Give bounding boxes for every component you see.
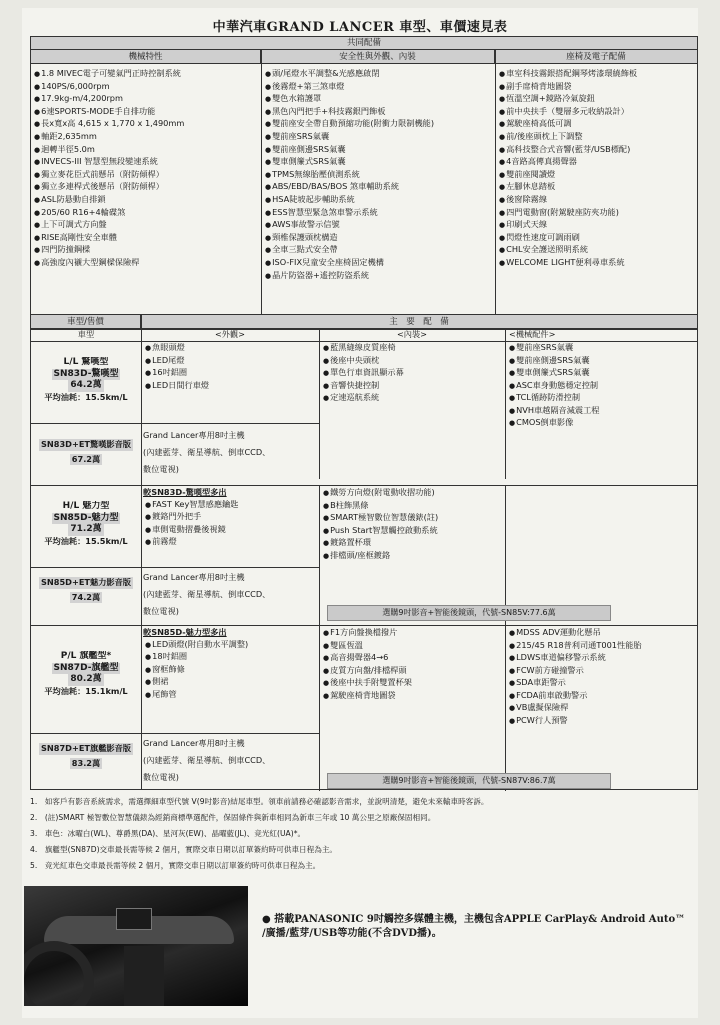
- mech-item: ● 1.8 MIVEC電子可變氣門正時控制系統: [34, 68, 261, 81]
- ll-int-item: ● 單色行車資訊顯示幕: [323, 367, 505, 380]
- mech-item: ● 獨立多連桿式後懸吊（附防傾桿）: [34, 181, 261, 194]
- models-table: [30, 314, 698, 790]
- divider: [31, 625, 697, 626]
- pl-ext-item: ● LED頭燈(附自動水平調整): [145, 639, 319, 652]
- mech-item: ● 17.9kg-m/4,200rpm: [34, 93, 261, 106]
- safety-item: ● ISO-FIX兒童安全座椅固定機構: [265, 257, 495, 270]
- divider: [505, 625, 506, 791]
- pl-et: [31, 743, 141, 783]
- pl-mech-item: ● MDSS ADV運動化懸吊: [509, 627, 697, 640]
- ll-et-code: SN83D+ET驚嘆影音版: [41, 439, 131, 449]
- mech-item: ● 軸距2,635mm: [34, 131, 261, 144]
- pl-mech-item: ● PCW行人預警: [509, 715, 697, 728]
- divider: [319, 625, 320, 791]
- ll-mech-item: ● 雙前座側邊SRS氣囊: [509, 355, 697, 368]
- pl-mech-item: ● LDWS車道偏移警示系統: [509, 652, 697, 665]
- safety-item: ● AWS事故警示信號: [265, 219, 495, 232]
- head-unit-caption: [262, 913, 692, 941]
- ll-int: [321, 342, 505, 422]
- pl-int-item: ● F1方向盤換檔撥片: [323, 627, 505, 640]
- safety-list: [262, 68, 495, 282]
- pl-fuel: 平均油耗：15.1km/L: [44, 685, 128, 696]
- hl-fuel: 平均油耗：15.5km/L: [44, 535, 128, 546]
- hl-ext-item: ● 鍍鉻門外把手: [145, 511, 319, 524]
- safety-item: ● 頭/尾燈水平調整&光感應啟閉: [265, 68, 495, 81]
- divider: [141, 315, 142, 789]
- pl-et-line3: 數位電視): [143, 772, 179, 782]
- divider: [31, 329, 697, 330]
- hl-et: [31, 577, 141, 617]
- divider: [505, 485, 506, 625]
- hl-int-item: ● 鐵勞方向燈(附電動收摺功能): [323, 487, 505, 500]
- hl-name: H/L 魅力型: [62, 501, 110, 511]
- mech-item: ● 高強度內襯大型鋼樑保險桿: [34, 257, 261, 270]
- ll-ext-item: ● LED日間行車燈: [145, 380, 319, 393]
- safety-item: ● ABS/EBD/BAS/BOS 煞車輔助系統: [265, 181, 495, 194]
- seat-item: ● 印刷式天線: [499, 219, 697, 232]
- divider: [505, 329, 506, 479]
- pl-et-code: SN87D+ET旗艦影音版: [41, 743, 131, 753]
- ll-ext: [143, 342, 319, 422]
- pl-int-item: ● 後座中扶手附雙置杯架: [323, 677, 505, 690]
- mech-item: ● 205/60 R16+4輪碟煞: [34, 207, 261, 220]
- ll-et-desc: [143, 427, 319, 483]
- type-header-text: 車型/售價: [67, 317, 104, 327]
- hl-price: [31, 524, 141, 536]
- int-header: <內裝>: [396, 329, 428, 339]
- safety-item: ● 雙車側簾式SRS氣囊: [265, 156, 495, 169]
- pl-ext-item: ● 18吋鋁圈: [145, 651, 319, 664]
- pl-ext: [143, 627, 319, 733]
- ll-name: L/L 驚嘆型: [63, 357, 109, 367]
- equip-header: [141, 315, 697, 329]
- mech-header-2: <機械配件>: [509, 329, 556, 339]
- ll-price: [31, 380, 141, 392]
- safety-header: 安全性與外觀、內裝: [261, 50, 495, 64]
- hl-option-bar: 選購9吋影音+智能後鏡頭，代號-SN85V:77.6萬: [327, 605, 611, 621]
- divider: [31, 423, 319, 424]
- mech-item: ● 迴轉半徑5.0m: [34, 144, 261, 157]
- ext-header: <外觀>: [214, 329, 246, 339]
- ll-et-line3: 數位電視): [143, 464, 179, 474]
- equip-header-text: 主 要 配 備: [389, 317, 449, 327]
- mech-item: ● RISE高剛性安全車體: [34, 232, 261, 245]
- pl-price: [31, 674, 141, 686]
- safety-item: ● 雙色水箱護罩: [265, 93, 495, 106]
- pl-int: [321, 627, 505, 727]
- pl-mech-item: ● 215/45 R18普利司通T001性能胎: [509, 640, 697, 653]
- pl-name: P/L 旗艦型*: [60, 651, 112, 661]
- common-equipment-table: [30, 36, 698, 316]
- safety-item: ● 頸椎保護頭枕構造: [265, 232, 495, 245]
- ll-ext-item: ● 16吋鋁圈: [145, 367, 319, 380]
- mech-item: ● INVECS-III 智慧型無段變速系統: [34, 156, 261, 169]
- safety-item: ● 雙前座側邊SRS氣囊: [265, 144, 495, 157]
- ll-code: [31, 369, 141, 381]
- hl-int-item: ● 排檔頭/座框鍍鉻: [323, 550, 505, 563]
- center-console-shape: [124, 946, 164, 1006]
- hl-int: [321, 487, 505, 571]
- mech-item: ● 獨立麥花臣式前懸吊（附防傾桿）: [34, 169, 261, 182]
- ll-mech-item: ● 雙前座SRS氣囊: [509, 342, 697, 355]
- hl-int-item: ● Push Start智慧觸控啟動系統: [323, 525, 505, 538]
- mech-item: ● 四門防撞鋼樑: [34, 244, 261, 257]
- divider: [31, 567, 319, 568]
- seat-item: ● WELCOME LIGHT便利尋車系統: [499, 257, 697, 270]
- mech-header: 機械特性: [31, 50, 261, 64]
- hl-int-item: ● B柱飾黑條: [323, 500, 505, 513]
- price-sheet: [22, 8, 698, 1018]
- pl-mech-item: ● VB盧擬保險桿: [509, 702, 697, 715]
- safety-item: ● ESS智慧型緊急煞車警示系統: [265, 207, 495, 220]
- pl-int-item: ● 駕駛座椅背地圖袋: [323, 690, 505, 703]
- divider: [31, 485, 697, 486]
- note-line: 3. 車色：冰曜白(WL)、尊爵黑(DA)、星河灰(EW)、晶曜藍(JL)、竞光紅(UA)*。: [30, 829, 306, 838]
- seat-item: ● CHL安全護送照明系統: [499, 244, 697, 257]
- pl-ext-title: 較SN85D-魅力型多出: [143, 627, 227, 637]
- seat-item: ● 恆溫空調+鏡路冷氣旋鈕: [499, 93, 697, 106]
- ll-mech-item: ● TCL循跡防滑控制: [509, 392, 697, 405]
- mech-item: ● 6速SPORTS-MODE手自排功能: [34, 106, 261, 119]
- seat-item: ● 左腳休息踏板: [499, 181, 697, 194]
- ll-et-line2: (內建藍芽、衛星導航、倒車CCD、: [143, 447, 271, 457]
- seat-item: ● 駕駛座椅高低可調: [499, 118, 697, 131]
- safety-item: ● 晶片防盜器+遙控防盜系統: [265, 270, 495, 283]
- pl-mech-item: ● SDA車距警示: [509, 677, 697, 690]
- ll-fuel: 平均油耗：15.5km/L: [44, 391, 128, 402]
- ll-ext-item: ● LED尾燈: [145, 355, 319, 368]
- safety-item: ● 黑色內門把手+科技霧銀門飾板: [265, 106, 495, 119]
- hl-model: [31, 501, 141, 567]
- pl-mech-item: ● FCDA前車啟動警示: [509, 690, 697, 703]
- mech-item: ● ASL防悬動自排鎖: [34, 194, 261, 207]
- pl-int-item: ● 雙區恆溫: [323, 640, 505, 653]
- pl-code-text: SN87D-旗艦型: [53, 662, 119, 673]
- safety-item: ● 雙前座SRS氣囊: [265, 131, 495, 144]
- ll-mech-item: ● CMOS倒車影像: [509, 417, 697, 430]
- hl-code-text: SN85D-魅力型: [53, 512, 119, 523]
- hl-ext-item: ● 前霧燈: [145, 536, 319, 549]
- seat-item: ● 後窗除霧線: [499, 194, 697, 207]
- divider: [319, 329, 320, 479]
- pl-code: [31, 663, 141, 675]
- pl-int-item: ● 皮質方向盤/排檔桿頭: [323, 665, 505, 678]
- hl-et-line2: (內建藍芽、衛星導航、倒車CCD、: [143, 589, 271, 599]
- mech-list: [31, 68, 261, 270]
- ll-price-text: 64.2萬: [70, 380, 102, 390]
- interior-photo: [24, 886, 248, 1006]
- pl-ext-item: ● 窗框飾條: [145, 664, 319, 677]
- note-line: 2. (註)SMART 極智數位智慧儀錶為經銷商標準選配件，保固條件與新車相同為新車三年或 10 萬公里之原廠保固相同。: [30, 813, 436, 822]
- seat-item: ● 四門電動窗(附駕駛座防夾功能): [499, 207, 697, 220]
- hl-et-desc: [143, 569, 319, 625]
- ll-mech-item: ● 雙車側簾式SRS氣囊: [509, 367, 697, 380]
- pl-ext-item: ● 側裙: [145, 676, 319, 689]
- seat-item: ● 4音路高傳真揚聲器: [499, 156, 697, 169]
- type-sub: 車型: [77, 329, 95, 339]
- pl-mechp: [507, 627, 697, 747]
- seat-item: ● 前中央扶手（雙層多元收納設計）: [499, 106, 697, 119]
- seat-item: ● 高科技整合式音響(藍芽/USB標配): [499, 144, 697, 157]
- safety-item: ● TPMS無線胎壓偵測系統: [265, 169, 495, 182]
- common-header: 共同配備: [31, 37, 697, 50]
- pl-price-text: 80.2萬: [70, 674, 102, 684]
- note-line: 4. 旗艦型(SN87D)交車最長需等候 2 個月，實際交車日期以訂單簽約時可供車日程為主。: [30, 845, 338, 854]
- hl-ext-item: ● 車側電動摺疊後視鏡: [145, 524, 319, 537]
- hl-int-item: ● SMART極智數位智慧儀錶(註): [323, 512, 505, 525]
- caption-text: 搭載PANASONIC 9吋觸控多媒體主機，主機包含APPLE CarPlay& Android Auto™ /廣播/藍芽/USB等功能(不含DVD播)。: [262, 914, 686, 939]
- head-unit-screen: [116, 908, 152, 930]
- pl-ext-item: ● 尾飾管: [145, 689, 319, 702]
- hl-et-code: SN85D+ET魅力影音版: [41, 577, 131, 587]
- hl-code: [31, 513, 141, 525]
- safety-item: ● 全車三點式安全帶: [265, 244, 495, 257]
- hl-ext-title: 較SN83D-驚嘆型多出: [143, 487, 227, 497]
- caption-bullet: ●: [262, 914, 271, 925]
- hl-int-item: ● 鍍鉻置杯環: [323, 537, 505, 550]
- pl-int-item: ● 高音揚聲器4→6: [323, 652, 505, 665]
- hl-price-text: 71.2萬: [70, 524, 102, 534]
- pl-option-bar: 選購9吋影音+智能後鏡頭，代號-SN87V:86.7萬: [327, 773, 611, 789]
- hl-et-line3: 數位電視): [143, 606, 179, 616]
- note-line: 5. 竞光紅車色交車最長需等候 2 個月，實際交車日期以訂單簽約時可供車日程為主。: [30, 861, 321, 870]
- mech-item: ● 長x寬x高 4,615 x 1,770 x 1,490mm: [34, 118, 261, 131]
- seat-list: [496, 68, 697, 270]
- note-line: 1. 如客戶有影音系統需求，需選擇細車型代號 V(9吋影音)結尾車型。領車前請務必確認影音需求，並說明清楚，避免未來輸車時客訴。: [30, 797, 489, 806]
- hl-ext-item: ● FAST Key智慧感應鑰匙: [145, 499, 319, 512]
- divider: [319, 485, 320, 625]
- pl-mech-item: ● FCW前方碰撞警示: [509, 665, 697, 678]
- ll-mech-item: ● ASC車身動態穩定控制: [509, 380, 697, 393]
- ll-code-text: SN83D-驚嘆型: [53, 368, 119, 379]
- divider: [31, 733, 319, 734]
- ll-mech-item: ● NVH車越隔音減震工程: [509, 405, 697, 418]
- ll-model: [31, 357, 141, 423]
- ll-ext-item: ● 魚眼頭燈: [145, 342, 319, 355]
- ll-int-item: ● 音響快捷控制: [323, 380, 505, 393]
- seat-header: 座椅及電子配備: [495, 50, 697, 64]
- mech-item: ● 140PS/6,000rpm: [34, 81, 261, 94]
- ll-int-item: ● 藍黑縫線皮質座椅: [323, 342, 505, 355]
- pl-model: [31, 651, 141, 717]
- pl-et-desc: [143, 735, 319, 791]
- ll-mechp: [507, 342, 697, 442]
- ll-et-line1: Grand Lancer專用8吋主機: [143, 430, 245, 440]
- seat-item: ● 雙前座閱讀燈: [499, 169, 697, 182]
- ll-et: [31, 439, 141, 479]
- notes: [30, 794, 690, 874]
- seat-item: ● 閃燈性速度可調雨刷: [499, 232, 697, 245]
- pl-et-line1: Grand Lancer專用8吋主機: [143, 738, 245, 748]
- steering-wheel-shape: [24, 941, 94, 1006]
- safety-item: ● 雙前座安全帶自動預縮功能(附衝力限制機能): [265, 118, 495, 131]
- pl-et-line2: (內建藍芽、衛星導航、倒車CCD、: [143, 755, 271, 765]
- hl-ext: [143, 487, 319, 567]
- ll-int-item: ● 後座中央頭枕: [323, 355, 505, 368]
- seat-item: ● 車室科技霧銀搭配鋼琴烤漆環繞飾板: [499, 68, 697, 81]
- hl-et-line1: Grand Lancer專用8吋主機: [143, 572, 245, 582]
- safety-item: ● HSA陡坡起步輔助系統: [265, 194, 495, 207]
- ll-int-item: ● 定速巡航系統: [323, 392, 505, 405]
- ll-et-price: 67.2萬: [71, 453, 101, 464]
- mech-item: ● 上下可調式方向盤: [34, 219, 261, 232]
- hl-et-price: 74.2萬: [71, 591, 101, 602]
- seat-item: ● 前/後座頭枕上下調整: [499, 131, 697, 144]
- seat-item: ● 副手席椅背地圖袋: [499, 81, 697, 94]
- safety-item: ● 後霧燈+第三煞車燈: [265, 81, 495, 94]
- page-title: 中華汽車GRAND LANCER 車型、車價速見表: [212, 20, 508, 35]
- type-header: [31, 315, 141, 329]
- pl-et-price: 83.2萬: [71, 757, 101, 768]
